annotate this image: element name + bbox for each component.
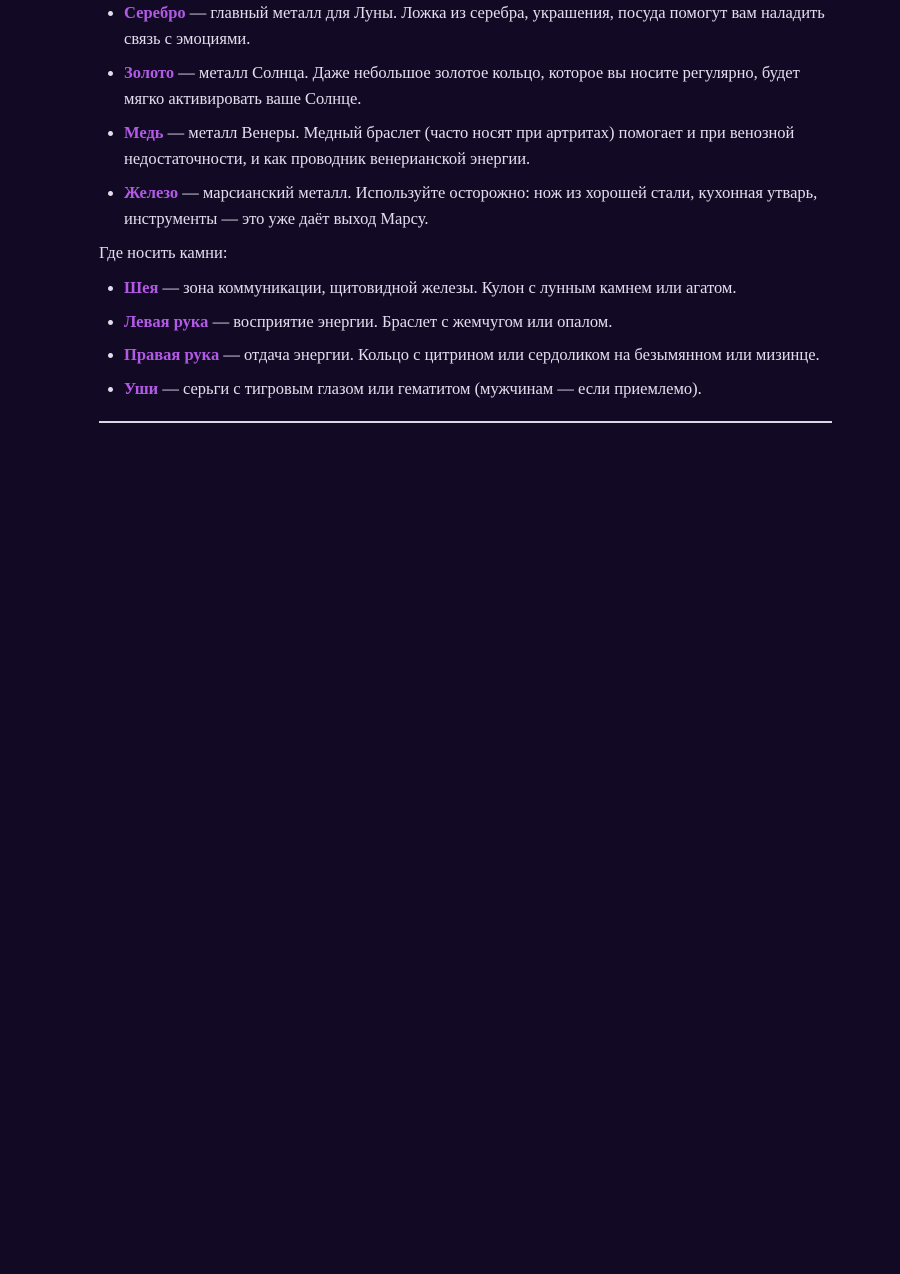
list-item <box>124 60 833 112</box>
metal-term-gold: Золото <box>124 63 175 82</box>
place-term-right-hand: Правая рука <box>124 345 220 364</box>
place-term-left-hand: Левая рука <box>124 311 209 331</box>
list-item <box>124 0 833 52</box>
place-description: — отдача энергии. Кольцо с цитрином или сердоликом на безымянном или мизинце. <box>219 345 820 364</box>
list-item <box>124 309 833 335</box>
list-item <box>124 180 833 232</box>
list-item <box>124 342 833 368</box>
horizontal-divider <box>99 421 832 423</box>
stone-places-list <box>99 275 833 402</box>
place-description: — серьги с тигровым глазом или гематитом (мужчинам — если приемлемо). <box>158 378 702 398</box>
place-description: — восприятие энергии. Браслет с жемчугом или опалом. <box>208 311 613 331</box>
metal-description: — главный металл для Луны. Ложка из серебра, украшения, посуда помогут вам наладить связь с эмоциями. <box>124 3 825 48</box>
metals-list <box>99 0 833 232</box>
list-item <box>124 275 833 301</box>
place-term-neck: Шея <box>124 278 159 297</box>
metal-description: — металл Солнца. Даже небольшое золотое кольцо, которое вы носите регулярно, будет мягко активировать ваше Солнце. <box>124 63 800 108</box>
list-item <box>124 120 833 172</box>
place-term-ears: Уши <box>124 378 159 398</box>
metal-term-iron: Железо <box>124 183 179 202</box>
stones-intro: Где носить камни: <box>99 243 228 262</box>
place-description: — зона коммуникации, щитовидной железы. Кулон с лунным камнем или агатом. <box>158 278 737 297</box>
article-content <box>99 0 833 409</box>
list-item <box>124 376 833 402</box>
metal-description: — металл Венеры. Медный браслет (часто носят при артритах) помогает и при венозной недостаточности, и как проводник венерианской энергии. <box>124 123 795 168</box>
metal-term-silver: Серебро <box>124 3 186 22</box>
metal-term-copper: Медь <box>124 123 164 142</box>
metal-description: — марсианский металл. Используйте осторожно: нож из хорошей стали, кухонная утварь, инструменты — это уже даёт выход Марсу. <box>124 183 818 228</box>
